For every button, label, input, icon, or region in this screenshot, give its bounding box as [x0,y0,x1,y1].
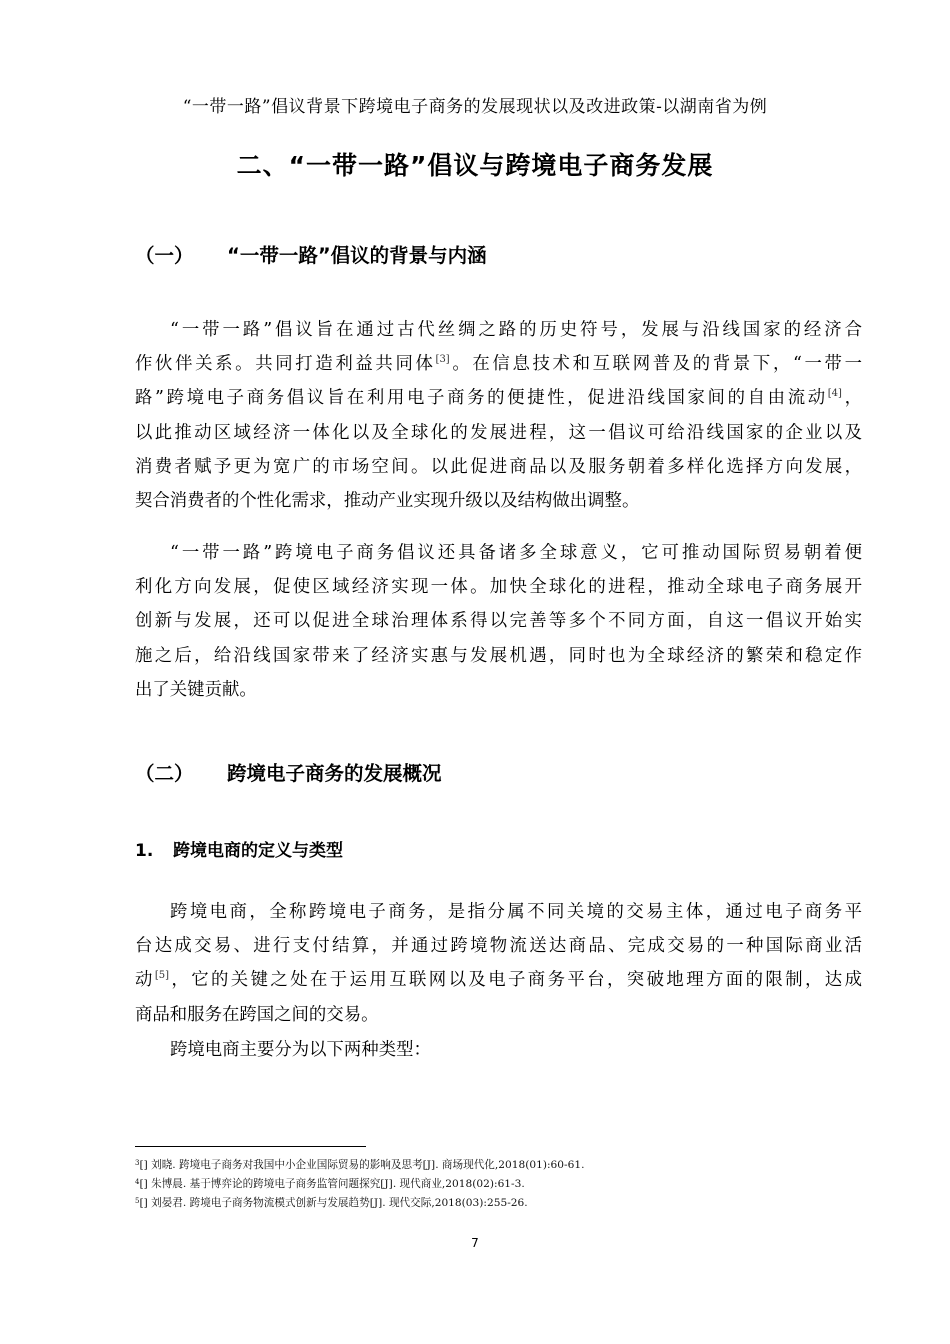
page-number: 7 [471,1236,479,1250]
section-number: （一） [135,244,194,267]
text-line: 出了关键贡献。 [135,679,257,700]
subsection-heading-1 [135,836,343,861]
section-number: （二） [135,762,194,785]
section1-paragraph-2 [135,536,862,707]
text-line: 台达成交易、进行支付结算，并通过跨境物流送达商品、完成交易的一种国际商业活 [135,936,862,957]
footnotes [135,1156,862,1213]
citation-5: [5] [154,970,169,982]
footnote-item: $^3$[] 刘晓. 跨境电子商务对我国中小企业国际贸易的影响及思考[J]. 商场现代化,2018(01):60-61. [135,1159,585,1171]
chapter-title: 二、“一带一路”倡议与跨境电子商务发展 [236,151,714,180]
text-line: 路”跨境电子商务倡议旨在利用电子商务的便捷性，促进沿线国家间的自由流动[4]， [135,388,862,409]
citation-4: [4] [827,388,842,400]
section1-paragraph-1 [135,313,862,518]
text-line: 动[5]，它的关键之处在于运用互联网以及电子商务平台，突破地理方面的限制，达成 [135,970,862,991]
text-line: 作伙伴关系。共同打造利益共同体[3]。在信息技术和互联网普及的背景下，“一带一 [135,354,862,375]
running-header: “一带一路”倡议背景下跨境电子商务的发展现状以及改进政策-以湖南省为例 [182,97,768,117]
section2-paragraph-1 [135,895,862,1032]
text-line: 消费者赋予更为宽广的市场空间。以此促进商品以及服务朝着多样化选择方向发展， [135,456,862,477]
section-heading-2 [135,758,442,786]
text-line: 施之后，给沿线国家带来了经济实惠与发展机遇，同时也为全球经济的繁荣和稳定作 [135,645,862,666]
footnote-item: $^4$[] 朱博晨. 基于博弈论的跨境电子商务监管问题探究[J]. 现代商业,2018(02):61-3. [135,1178,525,1190]
text-line: 契合消费者的个性化需求，推动产业实现升级以及结构做出调整。 [135,490,640,511]
text-line: 跨境电商主要分为以下两种类型： [170,1040,431,1060]
section-heading-1 [135,240,487,268]
subsection-number: 1. [135,841,154,861]
section-title-text: “一带一路”倡议的背景与内涵 [227,244,487,267]
text-line: “一带一路”跨境电子商务倡议还具备诸多全球意义，它可推动国际贸易朝着便 [170,543,862,563]
text-line: 创新与发展，还可以促进全球治理体系得以完善等多个不同方面，自这一倡议开始实 [135,611,862,632]
text-line: 商品和服务在跨国之间的交易。 [135,1004,379,1025]
footnote-item: $^5$[] 刘晏君. 跨境电子商务物流模式创新与发展趋势[J]. 现代交际,2018(03):255-26. [135,1197,528,1209]
footnote-separator [135,1146,366,1147]
section2-paragraph-2 [135,1033,862,1067]
text-line: 利化方向发展，促使区域经济实现一体。加快全球化的进程，推动全球电子商务展开 [135,577,862,598]
text-line: “一带一路”倡议旨在通过古代丝绸之路的历史符号，发展与沿线国家的经济合 [170,320,862,340]
citation-3: [3] [435,354,450,366]
subsection-title-text: 跨境电商的定义与类型 [173,841,343,861]
text-line: 以此推动区域经济一体化以及全球化的发展进程，这一倡议可给沿线国家的企业以及 [135,422,862,443]
text-line: 跨境电商，全称跨境电子商务，是指分属不同关境的交易主体，通过电子商务平 [170,902,862,922]
section-title-text: 跨境电子商务的发展概况 [227,762,442,785]
